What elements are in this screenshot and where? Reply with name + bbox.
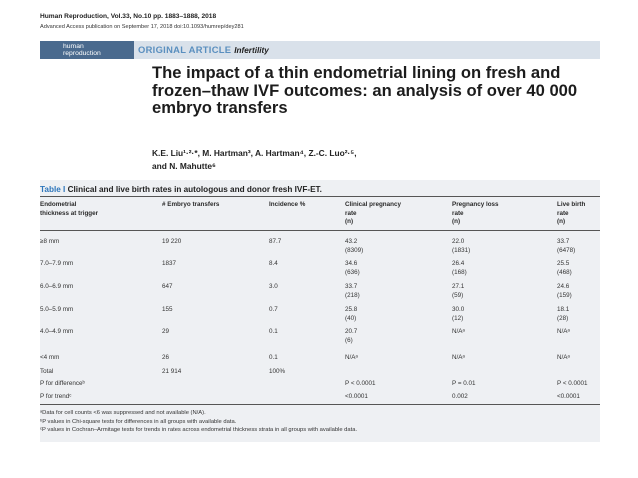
row-live-n: (28) — [557, 315, 569, 322]
article-type: ORIGINAL ARTICLE — [138, 44, 232, 55]
table-rule — [40, 196, 600, 197]
column-header: (n) — [452, 218, 461, 225]
row-incidence: 100% — [269, 368, 286, 375]
table-footnote: ᵇP values in Chi-square tests for differences in all groups with available data. — [40, 418, 237, 425]
column-header: Endometrial — [40, 201, 77, 208]
row-clinical-rate: 25.8 — [345, 306, 358, 313]
journal-logo — [40, 41, 134, 59]
column-header: rate — [345, 209, 357, 217]
column-header: thickness at trigger — [40, 209, 99, 217]
results-table — [40, 180, 600, 442]
row-transfers: 647 — [162, 283, 173, 290]
row-loss-rate: 27.1 — [452, 283, 465, 290]
table-rule — [40, 230, 600, 231]
row-loss-rate: N/Aᵃ — [452, 354, 465, 361]
row-loss-n: (168) — [452, 269, 467, 276]
p-loss: P = 0.01 — [452, 380, 476, 387]
row-incidence: 0.1 — [269, 328, 278, 335]
row-live-rate: 18.1 — [557, 306, 570, 313]
row-live-rate: 33.7 — [557, 238, 570, 245]
p-row-label: P for differenceᵇ — [40, 380, 85, 387]
logo-line-1: human — [63, 43, 84, 50]
row-transfers: 21 914 — [162, 368, 182, 375]
row-transfers: 26 — [162, 354, 170, 361]
column-header: rate — [557, 209, 569, 217]
author-list — [152, 147, 607, 173]
row-incidence: 0.7 — [269, 306, 278, 313]
row-transfers: 29 — [162, 328, 170, 335]
author-line-1: K.E. Liu¹·²·*, M. Hartman³, A. Hartman⁴, Z.-C. Luo²·⁵, — [152, 148, 357, 158]
row-live-rate: 25.5 — [557, 260, 570, 267]
row-transfers: 155 — [162, 306, 173, 313]
author-line-2: and N. Mahutte⁶ — [152, 161, 216, 171]
column-header: Incidence % — [269, 201, 306, 208]
article-type-label — [138, 44, 269, 55]
row-thickness: <4 mm — [40, 354, 60, 361]
row-thickness: 4.0–4.9 mm — [40, 328, 74, 335]
row-thickness: Total — [40, 368, 54, 375]
row-clinical-n: (218) — [345, 292, 360, 299]
article-banner — [40, 41, 600, 59]
row-live-rate: N/Aᵃ — [557, 354, 570, 361]
row-thickness: 5.0–5.9 mm — [40, 306, 74, 313]
column-header: Pregnancy loss — [452, 201, 499, 208]
p-loss: 0.002 — [452, 393, 468, 400]
row-live-rate: N/Aᵃ — [557, 328, 570, 335]
p-row-label: P for trendᶜ — [40, 393, 72, 400]
row-thickness: 7.0–7.9 mm — [40, 260, 74, 267]
row-transfers: 19 220 — [162, 238, 182, 245]
table-label: Table I — [40, 185, 66, 194]
column-header: Clinical pregnancy — [345, 201, 401, 208]
row-clinical-n: (6) — [345, 337, 353, 344]
row-incidence: 3.0 — [269, 283, 278, 290]
table-caption-text: Clinical and live birth rates in autologous and donor fresh IVF-ET. — [67, 185, 322, 194]
row-clinical-rate: 43.2 — [345, 238, 358, 245]
column-header: rate — [452, 209, 464, 217]
table-footnote: ᵃData for cell counts <6 was suppressed and not available (N/A). — [40, 410, 206, 416]
row-thickness: ≥8 mm — [40, 238, 60, 245]
column-header: # Embryo transfers — [162, 201, 220, 208]
row-incidence: 87.7 — [269, 238, 282, 245]
row-transfers: 1837 — [162, 260, 177, 267]
row-loss-n: (59) — [452, 292, 464, 299]
row-live-rate: 24.6 — [557, 283, 570, 290]
row-live-n: (468) — [557, 269, 572, 276]
row-loss-rate: 22.0 — [452, 238, 465, 245]
row-live-n: (6478) — [557, 247, 576, 254]
row-loss-rate: N/Aᵃ — [452, 328, 465, 335]
article-category: Infertility — [234, 46, 269, 55]
p-clinical: <0.0001 — [345, 393, 368, 400]
row-loss-n: (12) — [452, 315, 464, 322]
row-loss-rate: 30.0 — [452, 306, 465, 313]
table-rule — [40, 404, 600, 405]
row-clinical-n: (636) — [345, 269, 360, 276]
logo-line-2: reproduction — [63, 50, 101, 57]
row-incidence: 0.1 — [269, 354, 278, 361]
column-header: Live birth — [557, 201, 586, 208]
row-clinical-rate: 20.7 — [345, 328, 358, 335]
row-loss-n: (1831) — [452, 247, 471, 254]
column-header: (n) — [345, 218, 354, 225]
journal-citation: Human Reproduction, Vol.33, No.10 pp. 1883–1888, 2018 — [40, 13, 217, 20]
row-clinical-rate: 34.6 — [345, 260, 358, 267]
table-caption — [40, 185, 322, 194]
p-live: <0.0001 — [557, 393, 580, 400]
access-publication-line: Advanced Access publication on September 17, 2018 doi:10.1093/humrep/dey281 — [40, 24, 244, 30]
article-title: The impact of a thin endometrial lining on fresh and frozen–thaw IVF outcomes: an analysis of over 40 000 embryo transfers — [152, 63, 578, 118]
row-thickness: 6.0–6.9 mm — [40, 283, 74, 290]
row-incidence: 8.4 — [269, 260, 278, 267]
row-clinical-rate: 33.7 — [345, 283, 358, 290]
row-clinical-n: (8309) — [345, 247, 364, 254]
table-footnote: ᶜP values in Cochran–Armitage tests for trends in rates across endometrial thickness strata in all groups with available data. — [40, 427, 358, 433]
p-live: P < 0.0001 — [557, 380, 588, 387]
row-live-n: (159) — [557, 292, 572, 299]
row-clinical-n: (40) — [345, 315, 357, 322]
column-header: (n) — [557, 218, 566, 225]
p-clinical: P < 0.0001 — [345, 380, 376, 387]
row-clinical-rate: N/Aᵃ — [345, 354, 358, 361]
row-loss-rate: 26.4 — [452, 260, 465, 267]
